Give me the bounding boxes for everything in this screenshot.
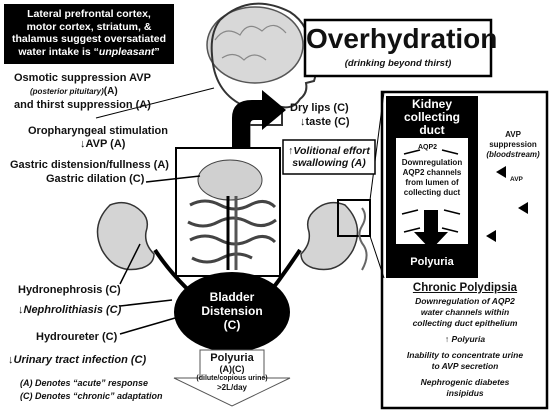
- label-thirst-suppression: and thirst suppression (A): [14, 99, 151, 111]
- chronic-polydipsia-body: Downregulation of AQP2 water channels within collecting duct epithelium ↑ Polyuria Inability to concentrate urine to AVP secretion Nephrogenic diabetes insipidus: [406, 296, 524, 398]
- label-dry-lips: Dry lips (C): [290, 102, 349, 114]
- left-kidney: [98, 203, 155, 270]
- avp-suppression-label: AVP suppression (bloodstream): [486, 130, 540, 159]
- brain-line-3: thalamus suggest oversatiated: [11, 33, 167, 45]
- mouth-arrow: [232, 90, 286, 150]
- stomach: [198, 160, 262, 200]
- chronic-polydipsia-title: Chronic Polydipsia: [412, 282, 518, 294]
- brain-line-4: water intake is “unpleasant”: [18, 45, 160, 58]
- legend-acute: (A) Denotes “acute” response: [20, 378, 149, 388]
- avp-triangle: [486, 230, 496, 242]
- label-uti: ↓Urinary tract infection (C): [8, 354, 147, 366]
- label-aqp2: AQP2: [418, 144, 438, 151]
- pointer-nephrolithiasis: [120, 300, 172, 306]
- label-nephrolithiasis: ↓Nephrolithiasis (C): [18, 304, 122, 316]
- label-polyuria-bottom: Polyuria (A)(C) (dilute/copious urine) >2L/day: [196, 352, 268, 392]
- label-bladder: Bladder Distension (C): [201, 290, 263, 332]
- downregulation-text: Downregulation AQP2 channels from lumen of collecting duct: [401, 158, 463, 197]
- collecting-duct-polyuria: Polyuria: [410, 256, 454, 268]
- brain-line-2: motor cortex, striatum, &: [26, 20, 152, 33]
- label-posterior-pituitary: (posterior pituitary)(A): [30, 86, 118, 97]
- label-gastric-dilation: Gastric dilation (C): [46, 173, 145, 185]
- label-avp-decrease: ↓AVP (A): [80, 138, 126, 150]
- label-taste: ↓taste (C): [300, 116, 350, 128]
- pointer-hydroureter: [120, 316, 182, 334]
- label-hydronephrosis: Hydronephrosis (C): [18, 284, 121, 296]
- avp-triangle: [518, 202, 528, 214]
- avp-small-label: AVP: [510, 176, 523, 183]
- page-subtitle: (drinking beyond thirst): [344, 58, 452, 69]
- label-gastric-distension: Gastric distension/fullness (A): [10, 159, 169, 171]
- avp-triangle: [496, 166, 506, 178]
- label-hydroureter: Hydroureter (C): [36, 331, 118, 343]
- legend-chronic: (C) Denotes “chronic” adaptation: [20, 391, 163, 401]
- label-volitional-effort: ↑Volitional effort swallowing (A): [288, 145, 370, 169]
- nephron-tubule: [359, 208, 366, 270]
- label-oropharyngeal: Oropharyngeal stimulation: [28, 125, 168, 137]
- collecting-duct-title: Kidney collecting duct: [403, 97, 460, 137]
- page-title: Overhydration: [306, 23, 498, 54]
- label-osmotic-suppression: Osmotic suppression AVP: [14, 72, 151, 84]
- brain-line-1: Lateral prefrontal cortex,: [27, 8, 151, 20]
- brain-statement: [6, 8, 172, 58]
